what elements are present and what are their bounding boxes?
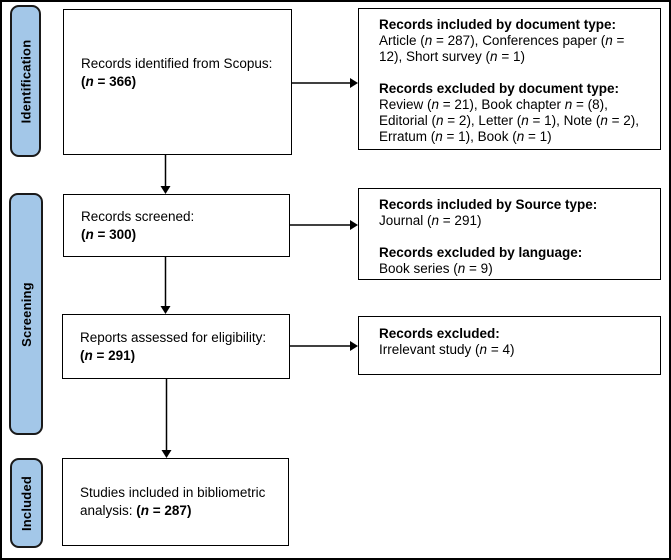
phase-label-included [10, 458, 43, 548]
box-records-excluded-details-text: Records excluded: Irrelevant study (n = 4) [379, 326, 515, 357]
arrow-right-screened-to-source-type [290, 220, 358, 230]
box-records-identified-text: Records identified from Scopus: (n = 366) [81, 56, 273, 89]
box-studies-included [62, 458, 289, 546]
box-records-identified [63, 9, 292, 155]
phase-label-identification [10, 5, 41, 157]
phase-label-screening-text: Screening [18, 281, 34, 347]
box-source-type-details-text: Records included by Source type: Journal (n = 291) Records excluded by language: Book series (n = 9) [379, 197, 598, 276]
box-reports-assessed [62, 314, 290, 379]
box-reports-assessed-text: Reports assessed for eligibility: (n = 291) [80, 329, 267, 363]
box-records-excluded-details [358, 316, 661, 375]
phase-label-identification-text: Identification [18, 39, 34, 123]
box-records-screened [63, 194, 290, 257]
arrow-down-eligibility-to-included [162, 379, 172, 458]
phase-label-screening [9, 193, 43, 435]
box-records-screened-text: Records screened: (n = 300) [81, 208, 195, 242]
arrow-right-eligibility-to-excluded [290, 341, 358, 351]
box-document-type-details [358, 8, 661, 150]
phase-label-included-text: Included [19, 475, 34, 531]
arrow-down-identified-to-screened [161, 155, 171, 194]
box-document-type-details-text: Records included by document type: Article (n = 287), Conferences paper (n = 12), Short survey (n = 1) Records excluded by document type: Review (n = 21), Book chapter n = (8), Editorial (n = 2), Letter (n = 1), Note (n = 2), Erratum (n = 1), Book (n = 1) [379, 17, 640, 144]
arrow-down-screened-to-eligibility [161, 257, 171, 314]
arrow-right-identified-to-doc-type [292, 78, 358, 88]
box-source-type-details [358, 188, 661, 280]
box-studies-included-text: Studies included in bibliometric analysis: (n = 287) [80, 485, 266, 518]
